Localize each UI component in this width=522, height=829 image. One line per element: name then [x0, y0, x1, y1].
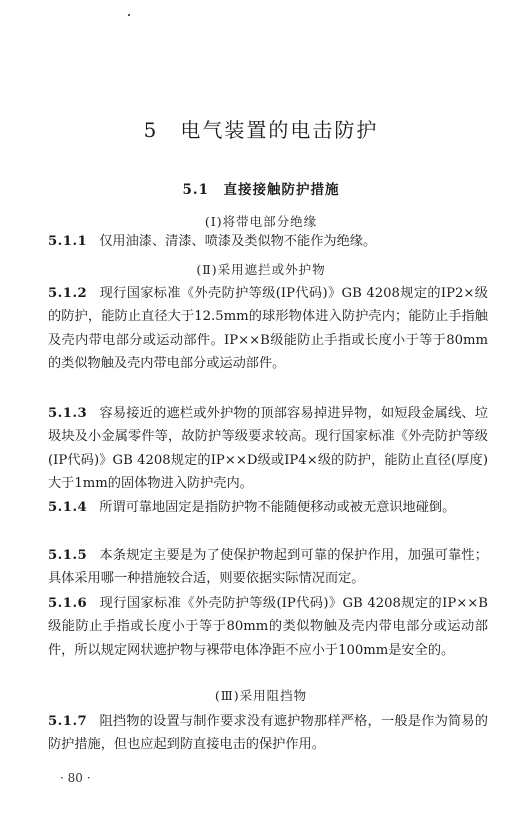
clause-5-1-4: [48, 496, 488, 519]
section-title: 5.1 直接接触防护措施: [182, 182, 340, 198]
subsection-heading-2: (Ⅱ)采用遮拦或外护物: [196, 262, 326, 277]
clause-number: 5.1.4: [48, 500, 88, 515]
page-number: · 80 ·: [60, 771, 91, 785]
clause-5-1-2: [48, 282, 488, 376]
clause-number: 5.1.3: [48, 406, 88, 421]
clause-text: 本条规定主要是为了使保护物起到可靠的保护作用，加强可靠性；具体采用哪一种措施较合适，则要依据实际情况而定。: [48, 548, 488, 587]
subsection-heading-1: (Ⅰ)将带电部分绝缘: [204, 214, 318, 229]
subsection-heading-3: (Ⅲ)采用阻挡物: [214, 688, 308, 703]
clause-text: 所谓可靠地固定是指防护物不能随便移动或被无意识地碰倒。: [99, 500, 456, 515]
clause-number: 5.1.6: [48, 596, 88, 611]
clause-text: 仅用油漆、清漆、喷漆及类似物不能作为绝缘。: [99, 234, 377, 249]
clause-text: 容易接近的遮栏或外护物的顶部容易掉进异物，如短段金属线、垃圾块及小金属零件等，故防护等级要求较高。现行国家标准《外壳防护等级(IP代码)》GB 4208规定的IP××D级或IP4×级的防护，能防止直径(厚度)大于1mm的固体物进入防护壳内。: [48, 406, 488, 492]
clause-5-1-6: [48, 592, 488, 662]
clause-text: 现行国家标准《外壳防护等级(IP代码)》GB 4208规定的IP××B级能防止手指或长度小于等于80mm的类似物触及壳内带电部分或运动部件，所以规定网状遮护物与裸带电体净距不应小于100mm是安全的。: [48, 596, 488, 658]
clause-5-1-7: [48, 710, 488, 757]
clause-number: 5.1.5: [48, 548, 88, 563]
clause-5-1-1: [48, 230, 488, 253]
scan-speck: [128, 14, 130, 16]
chapter-title: 5 电气装置的电击防护: [143, 118, 379, 142]
clause-5-1-3: [48, 402, 488, 496]
clause-text: 现行国家标准《外壳防护等级(IP代码)》GB 4208规定的IP2×级的防护，能防止直径大于12.5mm的球形物体进入防护壳内；能防止手指触及壳内带电部分或运动部件。IP××B级能防止手指或长度小于等于80mm的类似物触及壳内带电部分或运动部件。: [48, 286, 488, 372]
clause-text: 阻挡物的设置与制作要求没有遮护物那样严格，一般是作为简易的防护措施，但也应起到防直接电击的保护作用。: [48, 714, 488, 753]
clause-5-1-5: [48, 544, 488, 591]
clause-number: 5.1.7: [48, 714, 88, 729]
clause-number: 5.1.2: [48, 286, 88, 301]
clause-number: 5.1.1: [48, 234, 88, 249]
